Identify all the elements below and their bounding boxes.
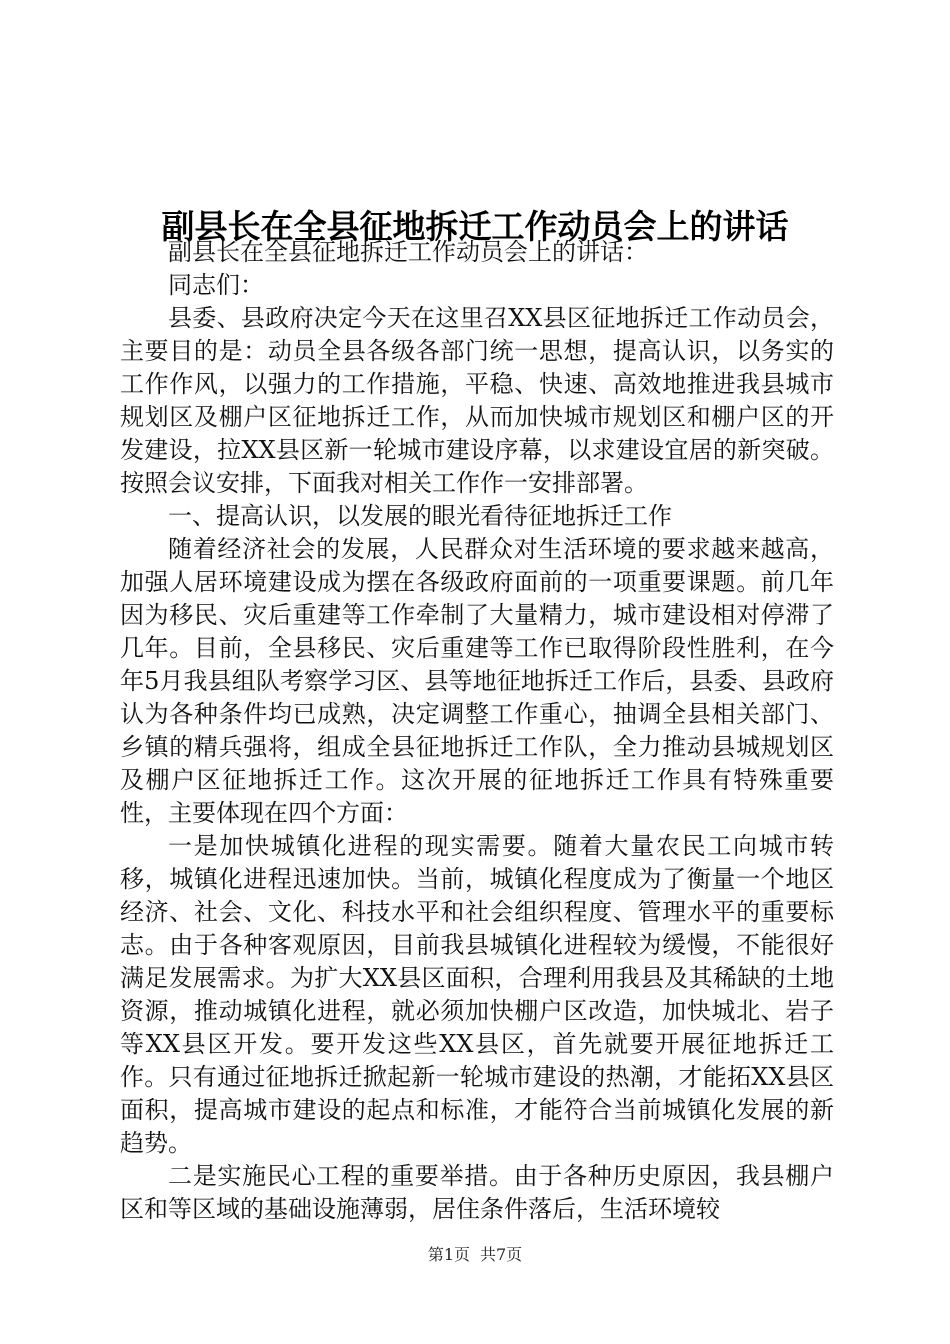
paragraph-salutation: 同志们： [168,271,264,299]
page-footer [0,1244,950,1266]
paragraph-point-2: 二是实施民心工程的重要举措。由于各种历史原因，我县棚户区和等区域的基础设施薄弱，居住条件落后，生活环境较 [120,1162,834,1223]
page-total: 共7页 [480,1245,523,1264]
document-title: 副县长在全县征地拆迁工作动员会上的讲话 [161,207,789,247]
section-heading-1: 一、提高认识，以发展的眼光看待征地拆迁工作 [168,502,672,530]
document-body [120,236,834,1226]
paragraph-heading-repeat: 副县长在全县征地拆迁工作动员会上的讲话： [168,238,648,266]
page-number: 第1页 [427,1245,470,1264]
paragraph-intro: 县委、县政府决定今天在这里召XX县区征地拆迁工作动员会，主要目的是：动员全县各级各部门统一思想，提高认识，以务实的工作作风，以强力的工作措施，平稳、快速、高效地推进我县城市规划区及棚户区征地拆迁工作，从而加快城市规划区和棚户区的开发建设，拉XX县区新一轮城市建设序幕，以求建设宜居的新突破。按照会议安排，下面我对相关工作作一安排部署。 [120,304,834,497]
paragraph-background: 随着经济社会的发展，人民群众对生活环境的要求越来越高，加强人居环境建设成为摆在各级政府面前的一项重要课题。前几年因为移民、灾后重建等工作牵制了大量精力，城市建设相对停滞了几年。目前，全县移民、灾后重建等工作已取得阶段性胜利，在今年5月我县组队考察学习区、县等地征地拆迁工作后，县委、县政府认为各种条件均已成熟，决定调整工作重心，抽调全县相关部门、乡镇的精兵强将，组成全县征地拆迁工作队，全力推动县城规划区及棚户区征地拆迁工作。这次开展的征地拆迁工作具有特殊重要性，主要体现在四个方面： [120,535,834,827]
paragraph-point-1: 一是加快城镇化进程的现实需要。随着大量农民工向城市转移，城镇化进程迅速加快。当前，城镇化程度成为了衡量一个地区经济、社会、文化、科技水平和社会组织程度、管理水平的重要标志。由于各种客观原因，目前我县城镇化进程较为缓慢，不能很好满足发展需求。为扩大XX县区面积，合理利用我县及其稀缺的土地资源，推动城镇化进程，就必须加快棚户区改造，加快城北、岩子等XX县区开发。要开发这些XX县区，首先就要开展征地拆迁工作。只有通过征地拆迁掀起新一轮城市建设的热潮，才能拓XX县区面积，提高城市建设的起点和标准，才能符合当前城镇化发展的新趋势。 [120,832,834,1157]
